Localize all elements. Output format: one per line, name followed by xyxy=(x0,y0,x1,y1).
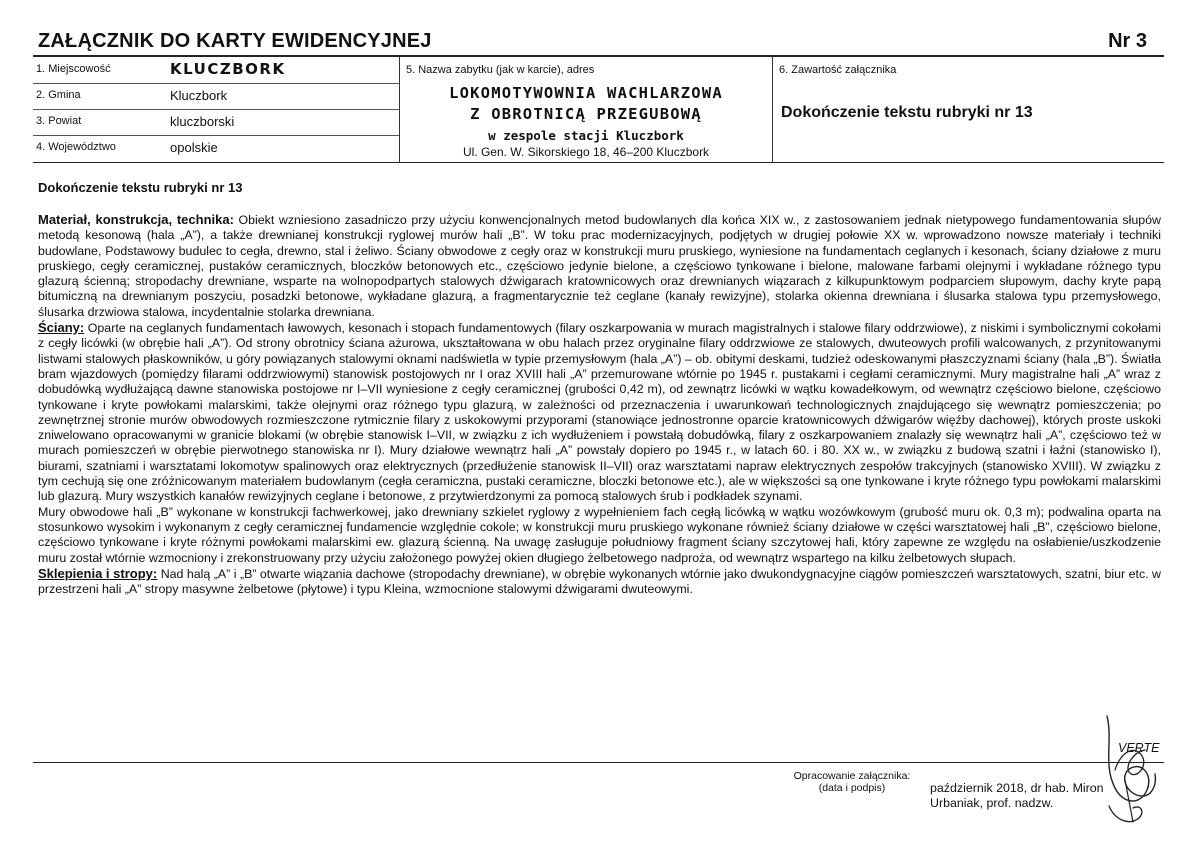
paragraph-walls xyxy=(38,320,1161,505)
paragraph-text: Oparte na ceglanych fundamentach ławowych, kesonach i stopach fundamentowych (filary oszkarpowania w murach magistralnych i stalowe filary oddrzwiowe), z niskimi i symbolicznymi cokołami z cegły licówki (w obrębie hali „A”). Od strony obrotnicy ściana ażurowa, ukształtowana w obu halach przez oryginalne filary oddrzwiowe ze stalowych, dwuteowych profili walcowanych, z przynitowanymi listwami stalowych płaskowników, u góry powiązanych stalowymi oknami nadświetla w typie przemysłowym (hala „A”) – ob. obitymi deskami, tudzież odeskowanymi płaszczyznami ściany (hala „B”). Światła bram wjazdowych (pomiędzy filarami oddrzwiowymi) stanowisk postojowych nr I oraz XVIII hali „A” przemurowane wtórnie po 1945 r. pustakami i cegłami ceramicznymi. Mury magistralne hali „A” wraz z dobudówką wydłużającą dawne stanowiska postojowe nr I–VII wyniesione z cegły ceramicznej (grubości 0,42 m), od zewnątrz licówki w wątku kowadełkowym, od wewnątrz częściowo bielone, częściowo tynkowane i kryte powłokami malarskimi, także olejnymi oraz różnego typu glazurą, w zależności od przeznaczenia i uwarunkowań technologicznych znajdującego się wewnątrz pomieszczenia; po zewnętrznej stronie murów obwodowych rozmieszczone rytmicznie filary z uskokowymi przyporami (stanowiące jednostronne oparcie kratownicowych dźwigarów więźby dachowej), których proste uskoki zniwelowano opracowanymi w granicie blokami (w obrębie stanowisk I–VII, w związku z ich wydłużeniem i powstałą dobudówką, filary z oszkarpowaniem znalazły się wewnątrz hali „A”, częściowo też w murach pomieszczeń w obrębie pierwotnego stanowiska nr I). Mury działowe wewnątrz hali „A” powstały dopiero po 1945 r., w latach 60. i 80. XX w., w związku z budową szatni i łaźni (stanowisko I), biurami, szatniami i warsztatami lokomotyw spalinowych oraz elektrycznych (przedłużenie stanowisk II–VII) oraz warsztatami napraw elektrycznych zespołów trakcyjnych (stanowisko XVIII). W związku z tym cechują się one zróżnicowanym materiałem budowlanym (cegła ceramiczna, pustaki ceramiczne, bloczki betonowe etc.), ale w większości są one tynkowane i kryte różnego typu powłokami malarskimi lub glazurą. Mury wszystkich kanałów rewizyjnych ceglane i betonowe, z przytwierdzonymi za pomocą stalowych śrub i podkładek szynami. xyxy=(38,321,1161,504)
footer-divider xyxy=(33,762,1164,763)
author-line2: Urbaniak, prof. nadzw. xyxy=(930,796,1054,810)
author-line1: październik 2018, dr hab. Miron xyxy=(930,781,1104,795)
attachment-number: Nr 3 xyxy=(1108,30,1147,52)
location-label: 3. Powiat xyxy=(36,115,82,127)
monument-name-line3: w zespole stacji Kluczbork xyxy=(488,128,684,143)
location-value: KLUCZBORK xyxy=(170,60,286,78)
location-row xyxy=(33,109,399,136)
contents-label: 6. Zawartość załącznika xyxy=(779,64,897,76)
header-table xyxy=(33,55,1164,163)
location-row xyxy=(33,135,399,161)
paragraph-heading: Ściany: xyxy=(38,320,85,336)
paragraph-text: Obiekt wzniesiono zasadniczo przy użyciu konwencjonalnych metod budowlanych dla końca XIX w., z zastosowaniem jednak nietypowego fundamentowania słupów metodą kesonową (hala „A”), a także drewnianej konstrukcji ryglowej murów hali „B”. W toku prac modernizacyjnych, podjętych w drugiej połowie XX w. wprowadzono nowsze materiały i techniki budowlane, Podstawowy budulec to cegła, drewno, stal i żeliwo. Ściany obwodowe z cegły oraz w konstrukcji muru pruskiego, wyniesione na fundamentach ceglanych i kesonach, ściany działowe z muru pruskiego, cegły ceramicznej, pustaków ceramicznych, bloczków betonowych etc., częściowo jedynie bielone, a częściowo tynkowane i bielone, malowane farbami olejnymi i wykładane różnego typu glazurą ścienną; stropodachy drewniane, wsparte na wolnopodpartych stalowych dźwigarach kratownicowych oraz drewnianych wiązarach z kilkupunktowym podparciem słupowym, dachy kryte papą bitumiczną na drewnianym poszyciu, posadzki betonowe, wykładane glazurą, a fragmentarycznie też ceglane (kanały rewizyjne), stolarka okienna drewniana i ślusarka stalowa typu przemysłowego, ślusarka drzwiowa stalowa, incydentalnie stolarka drewniana. xyxy=(38,213,1161,319)
paragraph-materials xyxy=(38,212,1161,320)
location-label: 2. Gmina xyxy=(36,89,81,101)
paragraph-vaults xyxy=(38,566,1161,598)
document-title: ZAŁĄCZNIK DO KARTY EWIDENCYJNEJ xyxy=(38,30,432,52)
verte-note: VERTE xyxy=(1118,741,1160,755)
location-value: kluczborski xyxy=(170,114,235,129)
monument-name-line2: Z OBROTNICĄ PRZEGUBOWĄ xyxy=(470,105,702,123)
location-row xyxy=(33,57,399,84)
author-block xyxy=(930,781,1104,811)
paragraph-heading: Materiał, konstrukcja, technika: xyxy=(38,212,234,227)
section-subheading: Dokończenie tekstu rubryki nr 13 xyxy=(38,180,243,195)
location-value: Kluczbork xyxy=(170,88,228,103)
monument-name-line1: LOKOMOTYWOWNIA WACHLARZOWA xyxy=(449,84,723,102)
location-row xyxy=(33,83,399,110)
handwritten-signature-icon xyxy=(1085,710,1165,830)
contents-value: Dokończenie tekstu rubryki nr 13 xyxy=(781,104,1033,121)
prepared-label-line1: Opracowanie załącznika: xyxy=(793,770,911,782)
prepared-label-line2: (data i podpis) xyxy=(818,782,886,794)
prepared-by-label xyxy=(782,770,922,794)
paragraph-text: Mury obwodowe hali „B” wykonane w konstrukcji fachwerkowej, jako drewniany szkielet ryglowy z wypełnieniem fach cegłą licówką w wątku wozówkowym (grubość muru ok. 0,3 m); podwalina oparta na stosunkowo wysokim i wykonanym z cegły ceramicznej fundamencie względnie cokole; w konstrukcji muru pruskiego wykonane również ściany działowe w części warsztatowej hali „B”, częściowo bielone, częściowo tynkowane i kryte różnymi powłokami malarskimi ew. glazurą ścienną. Na uwagę zasługuje południowy fragment ściany szczytowej hali, który zapewne ze względu na osłabienie/uszkodzenie muru został wtórnie wzmocniony i zrekonstruowany przy użyciu założonego powyżej okien długiego żelbetowego nadproża, od wewnątrz wspartego na kilku żelbetowych słupach. xyxy=(38,504,1161,565)
location-label: 1. Miejscowość xyxy=(36,63,111,75)
monument-column xyxy=(400,57,773,162)
monument-address: Ul. Gen. W. Sikorskiego 18, 46–200 Kluczbork xyxy=(462,145,710,159)
location-label: 4. Województwo xyxy=(36,141,116,153)
location-column xyxy=(33,57,400,162)
paragraph-text: Nad halą „A” i „B” otwarte wiązania dachowe (stropodachy drewniane), w obrębie wykonanych wtórnie jako dwukondygnacyjne ciągów pomieszczeń warsztatowych, szatni, biur etc. w przestrzeni hali „A” stropy masywne żelbetowe (płytowe) i typu Kleina, wzmocnione stalowymi dźwigarami dwuteowymi. xyxy=(38,566,1162,597)
monument-label: 5. Nazwa zabytku (jak w karcie), adres xyxy=(406,64,595,76)
paragraph-walls-hall-b xyxy=(38,505,1161,566)
contents-column xyxy=(773,57,1164,162)
main-text xyxy=(38,212,1161,597)
location-value: opolskie xyxy=(170,140,218,155)
paragraph-heading: Sklepienia i stropy: xyxy=(38,565,158,581)
